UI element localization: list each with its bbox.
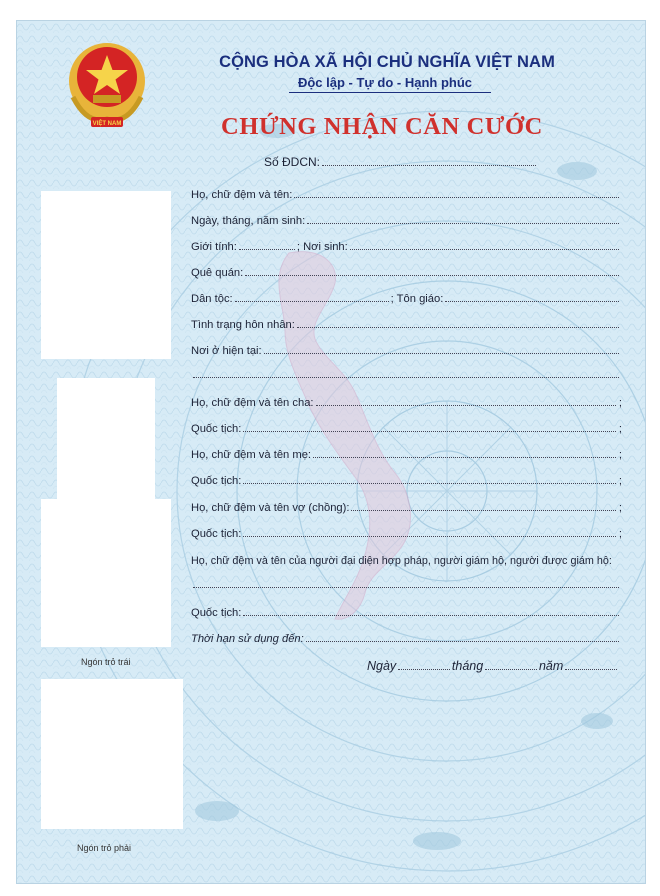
year-label: năm [538, 659, 564, 673]
mother-name-end: ; [618, 449, 622, 461]
mother-name-label: Họ, chữ đệm và tên mẹ: [191, 449, 312, 461]
gender-label: Giới tính: [191, 241, 237, 253]
father-nationality-end: ; [618, 423, 622, 435]
birthplace-label: ; Nơi sinh: [296, 241, 348, 253]
photo-box [41, 191, 171, 359]
national-emblem-icon [67, 39, 147, 133]
gender-birthplace-field[interactable] [191, 237, 621, 253]
marital-status-label: Tình trạng hôn nhân: [191, 319, 295, 331]
motto: Độc lập - Tự do - Hạnh phúc [297, 75, 473, 90]
spouse-name-field[interactable] [191, 498, 623, 514]
mother-name-field[interactable] [191, 445, 623, 461]
spouse-name-end: ; [618, 502, 622, 514]
father-nationality-field[interactable] [191, 419, 623, 435]
hometown-field[interactable] [191, 263, 621, 279]
father-nationality-label: Quốc tịch: [191, 423, 242, 435]
father-name-label: Họ, chữ đệm và tên cha: [191, 397, 314, 409]
current-address-field[interactable] [191, 341, 621, 357]
national-title: CỘNG HÒA XÃ HỘI CHỦ NGHĨA VIỆT NAM [219, 53, 555, 71]
representative-line-2[interactable] [191, 575, 621, 591]
representative-nationality-label: Quốc tịch: [191, 607, 242, 619]
mother-nationality-field[interactable] [191, 471, 623, 487]
so-ddcn-field[interactable] [264, 153, 538, 169]
expiry-label: Thời hạn sử dụng đến: [191, 633, 304, 645]
date-field[interactable] [367, 657, 619, 673]
ethnicity-label: Dân tộc: [191, 293, 233, 305]
so-ddcn-label: Số ĐDCN: [264, 155, 321, 169]
birth-date-field[interactable] [191, 211, 621, 227]
left-finger-label: Ngón trỏ trái [81, 657, 131, 667]
current-address-label: Nơi ở hiện tại: [191, 345, 262, 357]
spouse-nationality-label: Quốc tịch: [191, 528, 242, 540]
right-finger-box [41, 679, 183, 829]
mother-nationality-end: ; [618, 475, 622, 487]
spouse-nationality-field[interactable] [191, 524, 623, 540]
month-label: tháng [451, 659, 484, 673]
birth-date-label: Ngày, tháng, năm sinh: [191, 215, 306, 227]
motto-underline [289, 92, 491, 93]
father-name-field[interactable] [191, 393, 623, 409]
document-title: CHỨNG NHẬN CĂN CƯỚC [221, 113, 543, 140]
small-photo-box [57, 378, 155, 506]
father-name-end: ; [618, 397, 622, 409]
left-finger-box [41, 499, 171, 647]
right-finger-label: Ngón trỏ phải [77, 843, 132, 853]
representative-label: Họ, chữ đệm và tên của người đại diện hợp pháp, người giám hộ, người được giám hộ: [191, 555, 612, 567]
spouse-nationality-end: ; [618, 528, 622, 540]
emblem-label: VIỆT NAM [92, 121, 122, 127]
expiry-field[interactable] [191, 629, 621, 645]
religion-label: ; Tôn giáo: [390, 293, 444, 305]
hometown-label: Quê quán: [191, 267, 244, 279]
representative-field[interactable] [191, 551, 623, 567]
marital-status-field[interactable] [191, 315, 621, 331]
full-name-label: Họ, chữ đệm và tên: [191, 189, 293, 201]
representative-nationality-field[interactable] [191, 603, 621, 619]
identity-certificate-page [16, 20, 646, 884]
spouse-name-label: Họ, chữ đệm và tên vợ (chồng): [191, 502, 350, 514]
current-address-line-2[interactable] [191, 365, 621, 381]
day-label: Ngày [367, 659, 397, 673]
mother-nationality-label: Quốc tịch: [191, 475, 242, 487]
ethnicity-religion-field[interactable] [191, 289, 621, 305]
full-name-field[interactable] [191, 185, 621, 201]
